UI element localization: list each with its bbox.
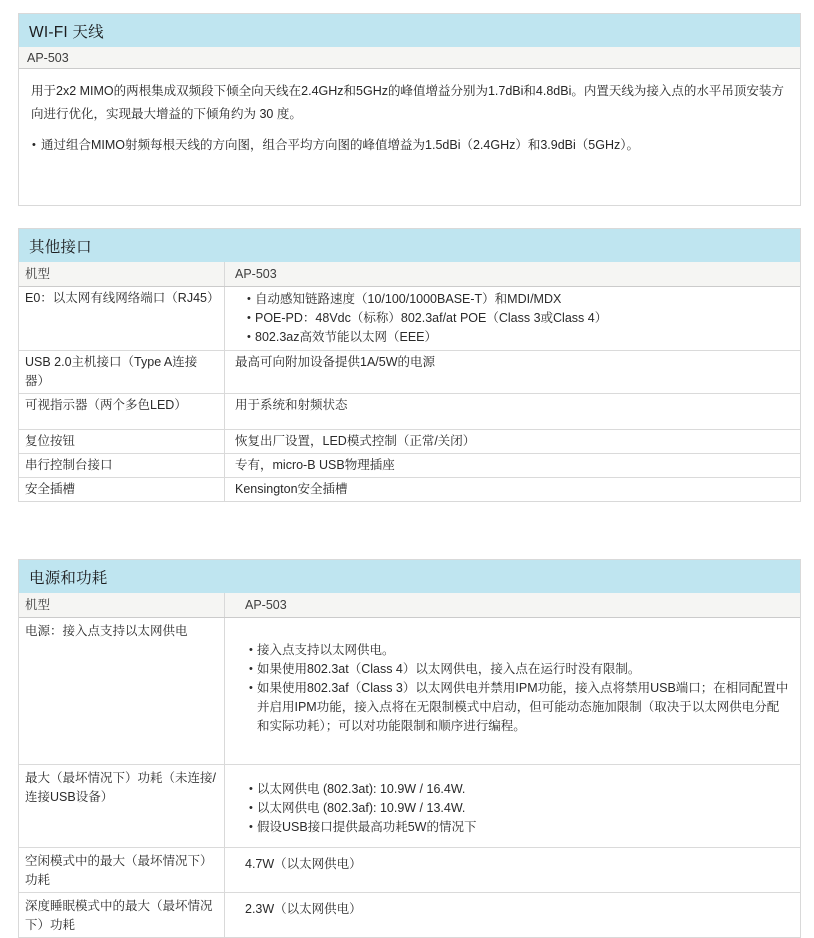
row-value: 用于系统和射频状态: [235, 398, 348, 412]
row-label: 复位按钮: [19, 430, 225, 453]
bullet-list: [235, 290, 790, 347]
table-row: [19, 453, 800, 477]
bullet-item: • 接入点支持以太网供电。: [245, 641, 790, 660]
section-header: [19, 229, 800, 262]
row-value: 4.7W（以太网供电）: [245, 857, 362, 871]
row-label: 深度睡眠模式中的最大（最坏情况下）功耗: [19, 893, 225, 937]
row-label: 最大（最坏情况下）功耗（未连接/连接USB设备）: [19, 765, 225, 847]
row-label: USB 2.0主机接口（Type A连接器）: [19, 351, 225, 393]
row-value: 恢复出厂设置，LED模式控制（正常/关闭）: [235, 434, 476, 448]
row-value: 专有，micro-B USB物理插座: [235, 458, 395, 472]
table-row: [19, 847, 800, 892]
bullet-item: • 以太网供电 (802.3at): 10.9W / 16.4W.: [245, 780, 790, 799]
table-row: [19, 429, 800, 453]
row-value: Kensington安全插槽: [235, 482, 348, 496]
bullet-item: • 802.3az高效节能以太网（EEE）: [235, 328, 790, 347]
section-power-consumption: [18, 559, 801, 938]
row-value: [225, 287, 800, 350]
row-label: 安全插槽: [19, 478, 225, 501]
section-wifi-antenna: [18, 13, 801, 206]
table-row: [19, 287, 800, 350]
bullet-item: • 如果使用802.3af（Class 3）以太网供电并禁用IPM功能，接入点将禁用USB端口；在相同配置中并启用IPM功能，接入点将在无限制模式中启动，但可能动态施加限制（取决于以太网供电分配和实际功耗）；可以对功能限制和顺序进行编程。: [245, 679, 790, 736]
row-value: 2.3W（以太网供电）: [245, 902, 362, 916]
table-row: [19, 477, 800, 501]
section-title: WI-FI 天线: [29, 23, 104, 41]
model-value: AP-503: [245, 598, 287, 612]
row-label: E0：以太网有线网络端口（RJ45）: [19, 287, 225, 350]
row-label: 空闲模式中的最大（最坏情况下）功耗: [19, 848, 225, 892]
row-label: 串行控制台接口: [19, 454, 225, 477]
model-value: AP-503: [235, 267, 277, 281]
model-row: [19, 47, 800, 69]
antenna-paragraph: 用于2x2 MIMO的两根集成双频段下倾全向天线在2.4GHz和5GHz的峰值增益分别为1.7dBi和4.8dBi。内置天线为接入点的水平吊顶安装方向进行优化，实现最大增益的下倾角约为 30 度。: [31, 84, 784, 121]
row-value: [225, 618, 800, 764]
section-header: [19, 14, 800, 47]
section-title: 电源和功耗: [29, 569, 108, 587]
bullet-item: • 通过组合MIMO射频每根天线的方向图，组合平均方向图的峰值增益为1.5dBi（2.4GHz）和3.9dBi（5GHz）。: [31, 134, 788, 157]
row-label: 可视指示器（两个多色LED）: [19, 394, 225, 429]
table-row: [19, 764, 800, 847]
bullet-item: • 以太网供电 (802.3af): 10.9W / 13.4W.: [245, 799, 790, 818]
table-row: [19, 350, 800, 393]
bullet-item: • 如果使用802.3at（Class 4）以太网供电，接入点在运行时没有限制。: [245, 660, 790, 679]
section-title: 其他接口: [29, 238, 92, 256]
model-row: [19, 593, 800, 618]
row-label: 电源：接入点支持以太网供电: [19, 618, 225, 764]
table-row: [19, 618, 800, 764]
antenna-description: [19, 69, 800, 205]
row-value: 最高可向附加设备提供1A/5W的电源: [235, 355, 436, 369]
section-header: [19, 560, 800, 593]
bullet-list: [31, 134, 788, 157]
table-row: [19, 892, 800, 937]
model-label: 机型: [19, 262, 225, 286]
bullet-list: [245, 780, 790, 837]
bullet-item: • 自动感知链路速度（10/100/1000BASE-T）和MDI/MDX: [235, 290, 790, 309]
table-row: [19, 393, 800, 429]
model-label: 机型: [19, 593, 225, 617]
section-other-interfaces: [18, 228, 801, 502]
model-value: AP-503: [27, 50, 69, 65]
row-value: [225, 765, 800, 847]
bullet-item: • POE-PD：48Vdc（标称）802.3af/at POE（Class 3或Class 4）: [235, 309, 790, 328]
model-row: [19, 262, 800, 287]
bullet-list: [245, 641, 790, 736]
bullet-item: • 假设USB接口提供最高功耗5W的情况下: [245, 818, 790, 837]
